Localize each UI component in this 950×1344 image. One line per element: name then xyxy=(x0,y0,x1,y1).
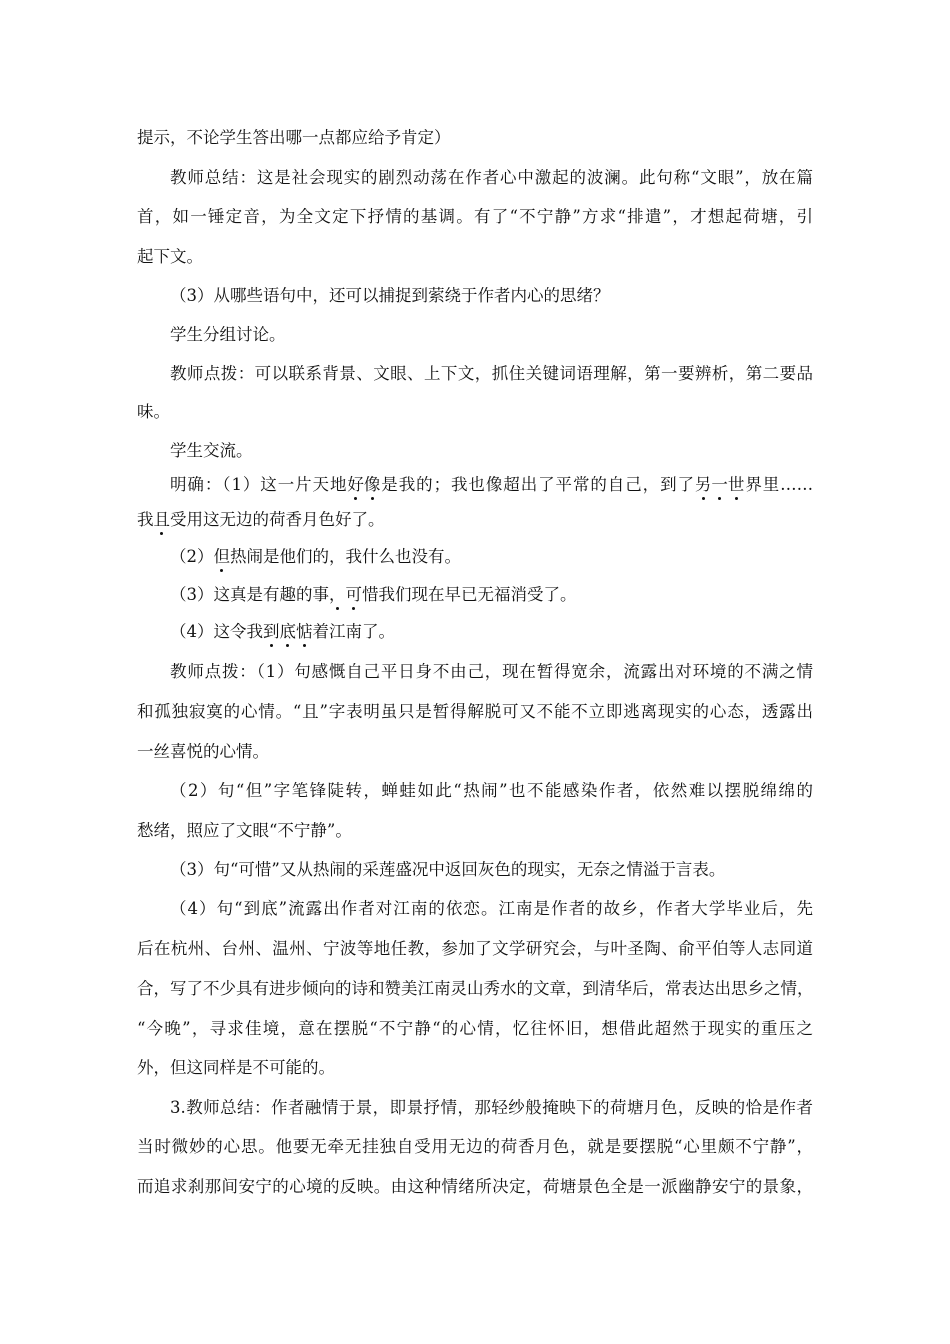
emphasis-char: 且 xyxy=(153,510,170,529)
text-line: （3）从哪些语句中，还可以捕捉到萦绕于作者内心的思绪？ xyxy=(170,286,610,305)
text-line: 味。 xyxy=(137,402,170,421)
text-line: 教师点拨：可以联系背景、文眼、上下文，抓住关键词语理解，第一要辨析，第二要品 xyxy=(170,364,813,383)
emphasis-char: 像 xyxy=(363,475,381,494)
emphasis-char: 好 xyxy=(347,475,364,494)
text-line: 首，如一锤定音，为全文定下抒情的基调。有了“不宁静”方求“排遣”，才想起荷塘，引 xyxy=(137,207,813,226)
emphasis-char: 到 xyxy=(263,622,280,641)
text-line: “今晚”，寻求佳境，意在摆脱“不宁静“的心情，忆往怀旧，想借此超然于现实的重压之 xyxy=(137,1019,813,1038)
text-line: （4）这令我到底惦着江南了。 xyxy=(170,622,395,641)
text-line: 3.教师总结：作者融情于景，即景抒情，那轻纱般掩映下的荷塘月色，反映的恰是作者 xyxy=(170,1098,813,1117)
text-line: 而追求刹那间安宁的心境的反映。由这种情绪所决定，荷塘景色全是一派幽静安宁的景象， xyxy=(137,1177,813,1196)
text-line: 愁绪，照应了文眼“不宁静”。 xyxy=(137,821,352,840)
emphasis-char: 底 xyxy=(279,622,296,641)
emphasis-char: 但 xyxy=(213,547,230,566)
text-line: 学生分组讨论。 xyxy=(170,325,286,344)
text-line: 外，但这同样是不可能的。 xyxy=(137,1058,335,1077)
emphasis-char: 世 xyxy=(727,475,745,494)
text-line: 教师总结：这是社会现实的剧烈动荡在作者心中激起的波澜。此句称“文眼”，放在篇 xyxy=(170,168,813,187)
text-line: （3）句“可惜”又从热闹的采莲盛况中返回灰色的现实，无奈之情溢于言表。 xyxy=(170,860,726,879)
text-line: 一丝喜悦的心情。 xyxy=(137,742,269,761)
emphasis-char: 惦 xyxy=(296,622,313,641)
text-line: 和孤独寂寞的心情。“且”字表明虽只是暂得解脱可又不能不立即逃离现实的心态，透露出 xyxy=(137,702,813,721)
text-line: （2）但热闹是他们的，我什么也没有。 xyxy=(170,547,461,566)
text-line: 起下文。 xyxy=(137,247,203,266)
text-line: 当时微妙的心思。他要无牵无挂独自受用无边的荷香月色，就是要摆脱“心里颇不宁静”， xyxy=(137,1137,813,1156)
text-line: 我且受用这无边的荷香月色好了。 xyxy=(137,510,385,529)
text-line: 提示，不论学生答出哪一点都应给予肯定） xyxy=(137,128,451,147)
text-line: 后在杭州、台州、温州、宁波等地任教，参加了文学研究会，与叶圣陶、俞平伯等人志同道 xyxy=(137,939,813,958)
text-line: 合，写了不少具有进步倾向的诗和赞美江南灵山秀水的文章，到清华后，常表达出思乡之情， xyxy=(137,979,814,998)
text-line: （3）这真是有趣的事，可惜我们现在早已无福消受了。 xyxy=(170,585,577,604)
text-line: （4）句“到底”流露出作者对江南的依恋。江南是作者的故乡，作者大学毕业后，先 xyxy=(170,899,813,918)
emphasis-char: ， xyxy=(329,585,346,604)
emphasis-char: 一 xyxy=(711,475,728,494)
text-line: （2）句“但”字笔锋陡转，蝉蛙如此“热闹”也不能感染作者，依然难以摆脱绵绵的 xyxy=(170,781,813,800)
text-line: 教师点拨：（1）句感慨自己平日身不由己，现在暂得宽余，流露出对环境的不满之情 xyxy=(170,662,813,681)
emphasis-char: 另 xyxy=(694,475,712,494)
emphasis-char: 可 xyxy=(345,585,362,604)
text-line: 学生交流。 xyxy=(170,441,253,460)
text-line: 明确：（1）这一片天地好像是我的；我也像超出了平常的自己，到了另一世界里…… xyxy=(170,475,814,494)
